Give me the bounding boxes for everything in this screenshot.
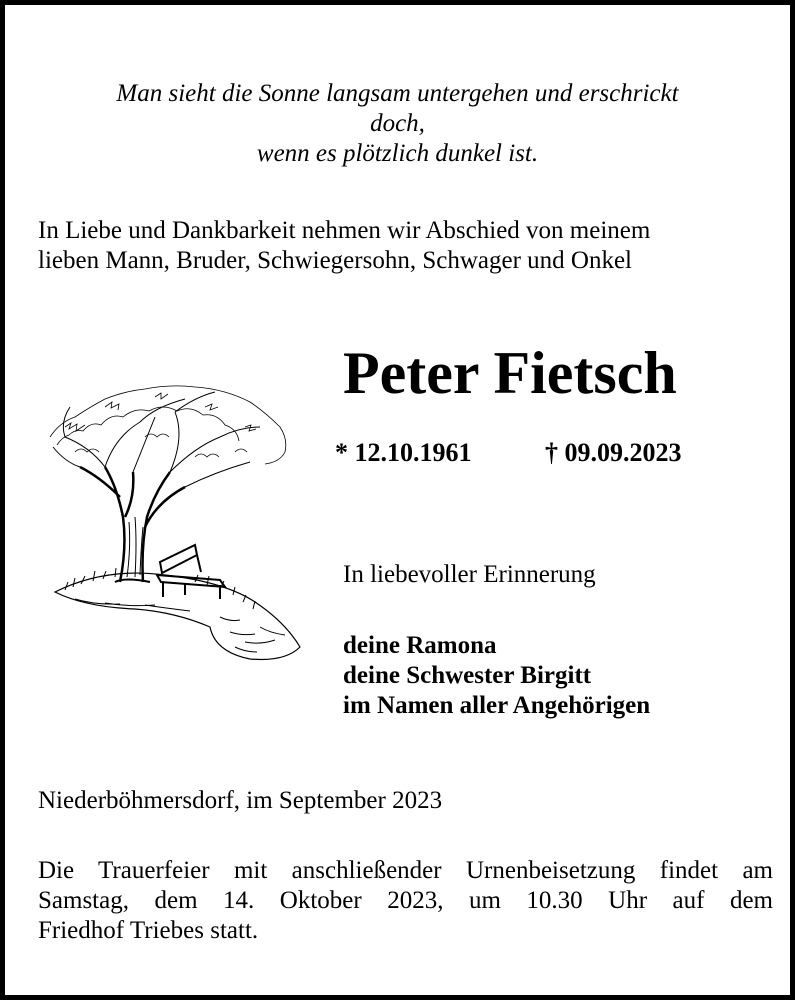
farewell-intro	[38, 216, 766, 276]
quote-line-1: Man sieht die Sonne langsam untergehen und erschrickt	[116, 80, 679, 107]
remembrance-text: In liebevoller Erinnerung	[343, 561, 596, 588]
deceased-name: Peter Fietsch	[343, 340, 677, 406]
service-line-2: Samstag, dem 14. Oktober 2023, um 10.30 Uhr auf dem	[38, 887, 773, 914]
quote-line-2: doch,	[370, 110, 425, 137]
tree-bench-drawing	[45, 377, 305, 667]
bench-icon	[157, 545, 225, 599]
intro-line-1: In Liebe und Dankbarkeit nehmen wir Abschied von meinem	[38, 217, 651, 244]
service-line-3: Friedhof Triebes statt.	[38, 917, 259, 944]
quote-line-3: wenn es plötzlich dunkel ist.	[256, 140, 539, 167]
memorial-quote	[45, 79, 750, 169]
intro-line-2: lieben Mann, Bruder, Schwiegersohn, Schwager und Onkel	[38, 247, 632, 274]
mourner-1: deine Ramona	[343, 632, 497, 659]
mourner-2: deine Schwester Birgitt	[343, 662, 592, 689]
death-date: † 09.09.2023	[545, 438, 682, 467]
birth-date: * 12.10.1961	[335, 438, 472, 467]
life-dates	[335, 437, 682, 469]
tree-and-bench-illustration	[45, 377, 305, 667]
mourners-list	[343, 631, 650, 721]
funeral-service-info	[38, 856, 773, 946]
service-line-1: Die Trauerfeier mit anschließender Urnenbeisetzung findet am	[38, 857, 773, 884]
mourner-3: im Namen aller Angehörigen	[343, 692, 651, 719]
place-and-date: Niederböhmersdorf, im September 2023	[38, 787, 443, 814]
